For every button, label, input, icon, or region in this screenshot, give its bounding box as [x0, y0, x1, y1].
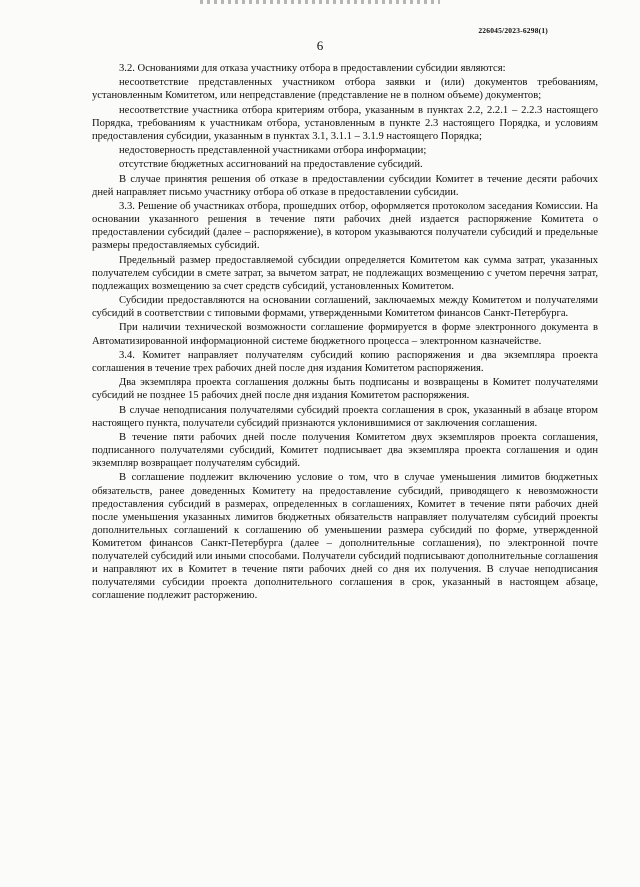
paragraph: отсутствие бюджетных ассигнований на предоставление субсидий. [119, 159, 423, 171]
paragraph-3-4: 3.4. Комитет направляет получателям субсидий копию распоряжения и два экземпляра проекта соглашения в течение трех рабочих дней после дня издания Комитетом распоряжения. [92, 349, 598, 374]
paragraph: недостоверность представленной участниками отбора информации; [119, 145, 427, 157]
paragraph-3-3: 3.3. Решение об участниках отбора, прошедших отбор, оформляется протоколом заседания Комиссии. На основании указанного решения в течение пяти рабочих дней издается распоряжение Комитета о предоставлении субсидий (далее – распоряжение), в котором указываются получатели субсидий и предельные размеры предоставляемых субсидий. [92, 201, 598, 252]
paragraph: При наличии технической возможности соглашение формируется в форме электронного документа в Автоматизированной информационной системе бюджетного процесса – электронном казначействе. [92, 322, 598, 347]
paragraph: В соглашение подлежит включению условие о том, что в случае уменьшения лимитов бюджетных обязательств, ранее доведенных Комитету на предоставление субсидий, приводящего к невозможности предоставления субсидий в размерах, определенных в соглашениях, Комитет в течение пяти рабочих дней после уменьшения указанных лимитов бюджетных обязательств направляет получателям субсидий проекты дополнительных соглашений к соглашению об уменьшении размера субсидий по форме, утвержденной Комитетом финансов Санкт-Петербурга (далее – дополнительные соглашения), по электронной почте получателей субсидий или иными способами. Получатели субсидий подписывают дополнительные соглашения и направляют их в Комитет в течение пяти рабочих дней со дня их получения. В случае неподписания получателями субсидии проекта дополнительного соглашения в срок, указанный в настоящем абзаце, соглашение подлежит расторжению. [92, 472, 598, 602]
paragraph: несоответствие участника отбора критериям отбора, указанным в пунктах 2.2, 2.2.1 – 2.2.3 настоящего Порядка, требованиям к участникам отбора, установленным в пункте 2.3 настоящего Порядка, и условиям предоставления субсидии, указанным в пунктах 3.1, 3.1.1 – 3.1.9 настоящего Порядка; [92, 104, 598, 142]
paragraph: В течение пяти рабочих дней после получения Комитетом двух экземпляров проекта соглашения, подписанного получателями субсидий, Комитет подписывает два экземпляра проекта соглашения и один экземпляр возвращает получателям субсидий. [92, 431, 598, 470]
page-number: 6 [316, 38, 324, 53]
paragraph: Предельный размер предоставляемой субсидии определяется Комитетом как сумма затрат, указанных получателем субсидии в смете затрат, за вычетом затрат, не подлежащих возмещению с учетом перечня затрат, подлежащих возмещению за счет средств субсидий, установленных Комитетом. [92, 254, 598, 292]
paragraph: В случае неподписания получателями субсидий проекта соглашения в срок, указанный в абзаце втором настоящего пункта, получатели субсидий признаются уклонившимися от заключения соглашения. [92, 404, 598, 429]
paragraph: Субсидии предоставляются на основании соглашений, заключаемых между Комитетом и получателями субсидий в соответствии с типовыми формами, утвержденными Комитетом финансов Санкт-Петербурга. [92, 295, 598, 320]
paragraph: несоответствие представленных участником отбора заявки и (или) документов требованиям, установленным Комитетом, или непредставление (представление не в полном объеме) документов; [92, 77, 598, 102]
document-number: 226045/2023-6298(1) [478, 26, 548, 35]
paragraph: В случае принятия решения об отказе в предоставлении субсидии Комитет в течение десяти рабочих дней направляет письмо участнику отбора об отказе в предоставлении субсидии. [92, 173, 598, 198]
document-body [92, 62, 598, 604]
paragraph-3-2: 3.2. Основаниями для отказа участнику отбора в предоставлении субсидии являются: [119, 63, 506, 74]
paragraph: Два экземпляра проекта соглашения должны быть подписаны и возвращены в Комитет получателями субсидий не позднее 15 рабочих дней после дня издания Комитетом распоряжения. [92, 377, 598, 402]
scan-artifact [200, 0, 440, 4]
